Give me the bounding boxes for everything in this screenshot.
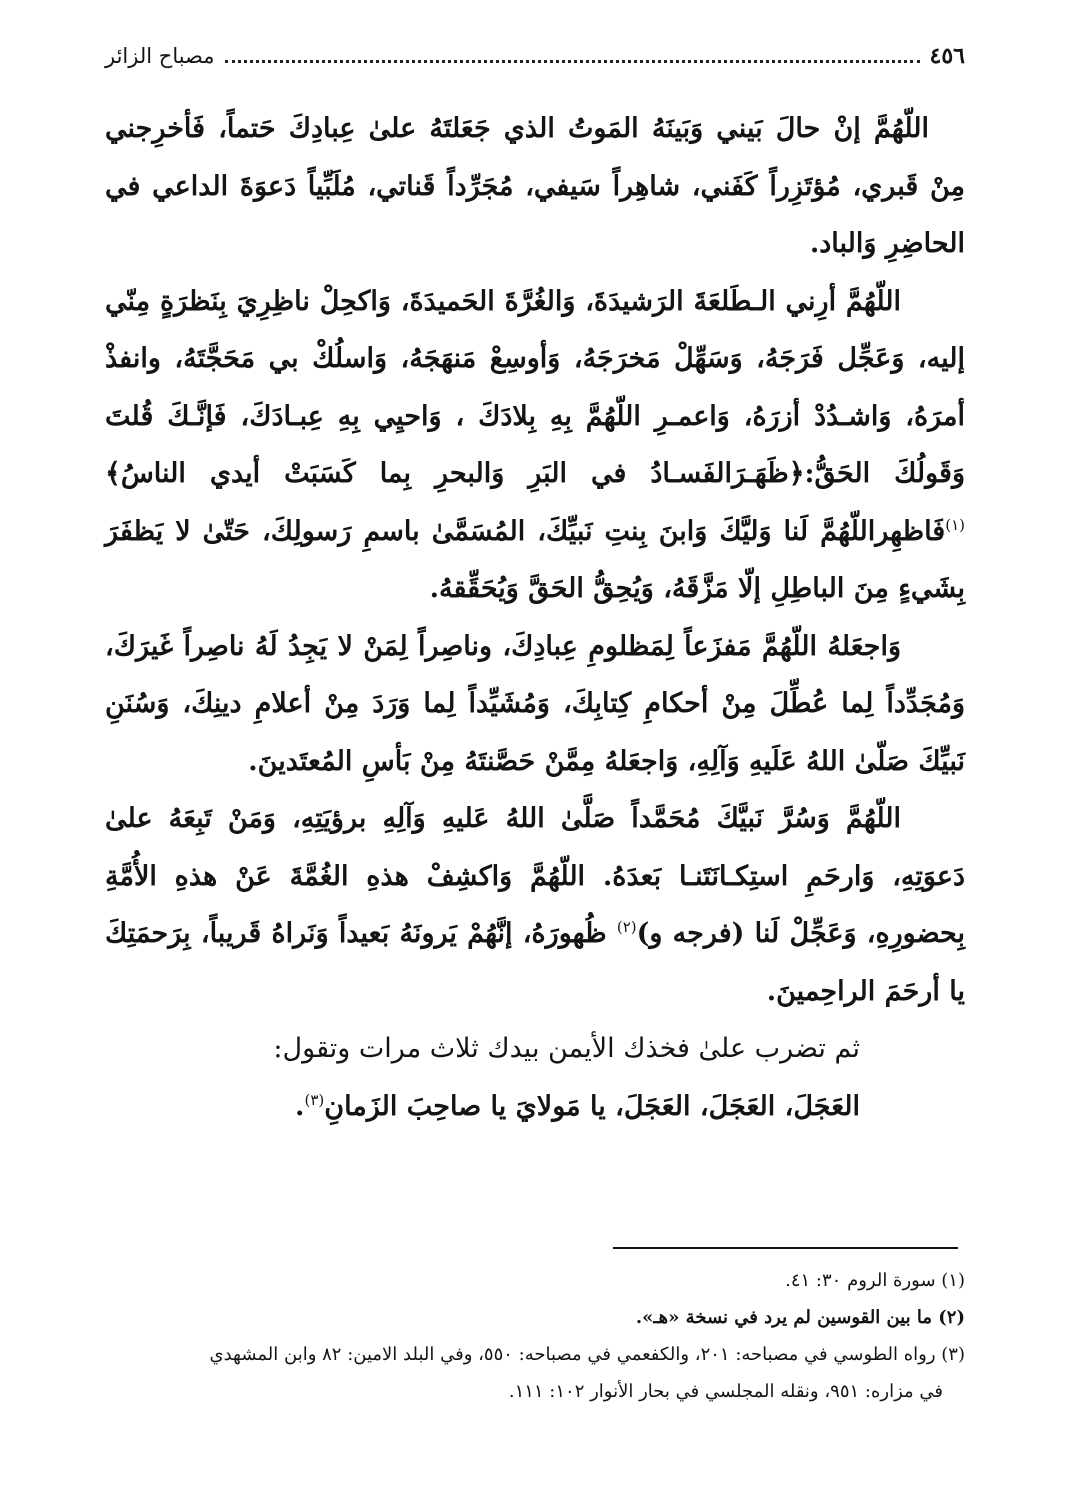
footnote-3-continued: في مزاره: ٩٥١، ونقله المجلسي في بحار الأنوار ١٠٢: ١١١. xyxy=(508,1381,943,1402)
main-text xyxy=(105,100,965,1135)
paragraph-2-text: اللّهُمَّ أرِني الـطَلعَةَ الرَشيدَةَ، وَالغُرَّةَ الحَميدَةَ، وَاكحِلْ ناظِرِيَ بِنَظرَةٍ مِنّي إليه، وَعَجِّل فَرَجَهُ، وَسَهِّلْ مَخرَجَهُ، وَأوسِعْ مَنهَجَهُ، وَاسلُكْ بي مَحَجَّتَهُ، وانفذْ أمرَهُ، وَاشـدُدْ أزرَهُ، وَاعمـرِ اللّهُمَّ بِهِ بِلادَكَ ، وَاحيِي بِهِ عِبـادَكَ، فَإنَّـكَ قُلتَ وَقَولُكَ الحَقُّ:﴿ظَهَـرَالفَسـادُ في البَرِ وَالبحرِ بِما كَسَبَتْ أيدي الناسُ﴾ xyxy=(105,285,965,489)
footnote-marker-3: (٣) xyxy=(304,1090,325,1109)
paragraph-4 xyxy=(105,790,965,1020)
footnote-1: (١) سورة الروم ٣٠: ٤١. xyxy=(785,1270,965,1291)
page-number: ٤٥٦ xyxy=(929,43,965,69)
footnote-marker-2: (٢) xyxy=(616,918,637,936)
paragraph-2-continued: فَاظهِراللّهُمَّ لَنا وَليَّكَ وَابنَ بِنتِ نَبيِّكَ، المُسَمَّىٰ باسمِ رَسولِكَ، حَتّىٰ لا يَظفَرَ بِشَيءٍ مِنَ الباطِلِ إلّا مَزَّقَهُ، وَيُحِقُّ الحَقَّ وَيُحَقِّقهُ. xyxy=(105,515,965,604)
paragraph-4-text: اللّهُمَّ وَسُرَّ نَبيَّكَ مُحَمَّداً صَلَّىٰ اللهُ عَليهِ وَآلِهِ برؤيَتِهِ، وَمَنْ تَبِعَهُ علىٰ دَعوَتِهِ، وَارحَمِ استِكـانَتَنـا بَعدَهُ. اللّهُمَّ وَاكشِفْ هذهِ الغُمَّةَ عَنْ هذهِ الأُمَّةِ بِحضورِهِ، وَعَجِّلْ لَنا (فرجه و) xyxy=(105,803,965,949)
running-header xyxy=(105,36,965,76)
instruction-line: ثم تضرب علىٰ فخذك الأيمن بيدك ثلاث مرات وتقول: xyxy=(273,1033,860,1064)
footnotes xyxy=(105,1264,965,1412)
invocation-line: العَجَلَ، العَجَلَ، العَجَلَ، يا مَولايَ يا صاحِبَ الزَمانِ$^{(٣)}$. xyxy=(295,1090,860,1122)
paragraph-1: اللّهُمَّ إنْ حالَ بَيني وَبَينَهُ المَوتُ الذي جَعَلتَهُ علىٰ عِبادِكَ حَتماً، فَأخرِجني مِنْ قَبري، مُؤتَزِراً كَفَني، شاهِراً سَيفي، مُجَرِّداً قَناتي، مُلَبِّياً دَعوَةَ الداعي في الحاضِرِ وَالباد. xyxy=(105,113,965,259)
paragraph-4-continued: ظُهورَهُ، إنَّهُمْ يَرونَهُ بَعيداً وَنَراهُ قَريباً، بِرَحمَتِكَ يا أرحَمَ الراحِمينَ. xyxy=(105,918,965,1007)
footnote-2: (٢) ما بين القوسين لم يرد في نسخة «هـ». xyxy=(635,1307,965,1328)
invocation-text: العَجَلَ، العَجَلَ، العَجَلَ، يا مَولايَ يا صاحِبَ الزَمانِ xyxy=(324,1090,860,1122)
footnote-separator xyxy=(613,1247,958,1249)
footnote-marker-1: (١) xyxy=(945,515,965,534)
footnote-3: (٣) رواه الطوسي في مصباحه: ٢٠١، والكفعمي في مصباحه: ٥٥٠، وفي البلد الامين: ٨٢ وابن المشهدي xyxy=(209,1344,965,1365)
paragraph-2 xyxy=(105,273,965,618)
dotted-leader xyxy=(225,60,920,63)
book-title: مصباح الزائر xyxy=(105,44,215,68)
paragraph-3: وَاجعَلهُ اللّهُمَّ مَفزَعاً لِمَظلومِ عِبادِكَ، وناصِراً لِمَنْ لا يَجِدُ لَهُ ناصِراً غَيرَكَ، وَمُجَدِّداً لِما عُطِّلَ مِنْ أحكامِ كِتابِكَ، وَمُشَيِّداً لِما وَرَدَ مِنْ أعلامِ دينِكَ، وَسُنَنِ نَبيِّكَ صَلّىٰ اللهُ عَلَيهِ وَآلِهِ، وَاجعَلهُ مِمَّنْ حَصَّنتَهُ مِنْ بَأسِ المُعتَدينَ. xyxy=(105,630,965,777)
